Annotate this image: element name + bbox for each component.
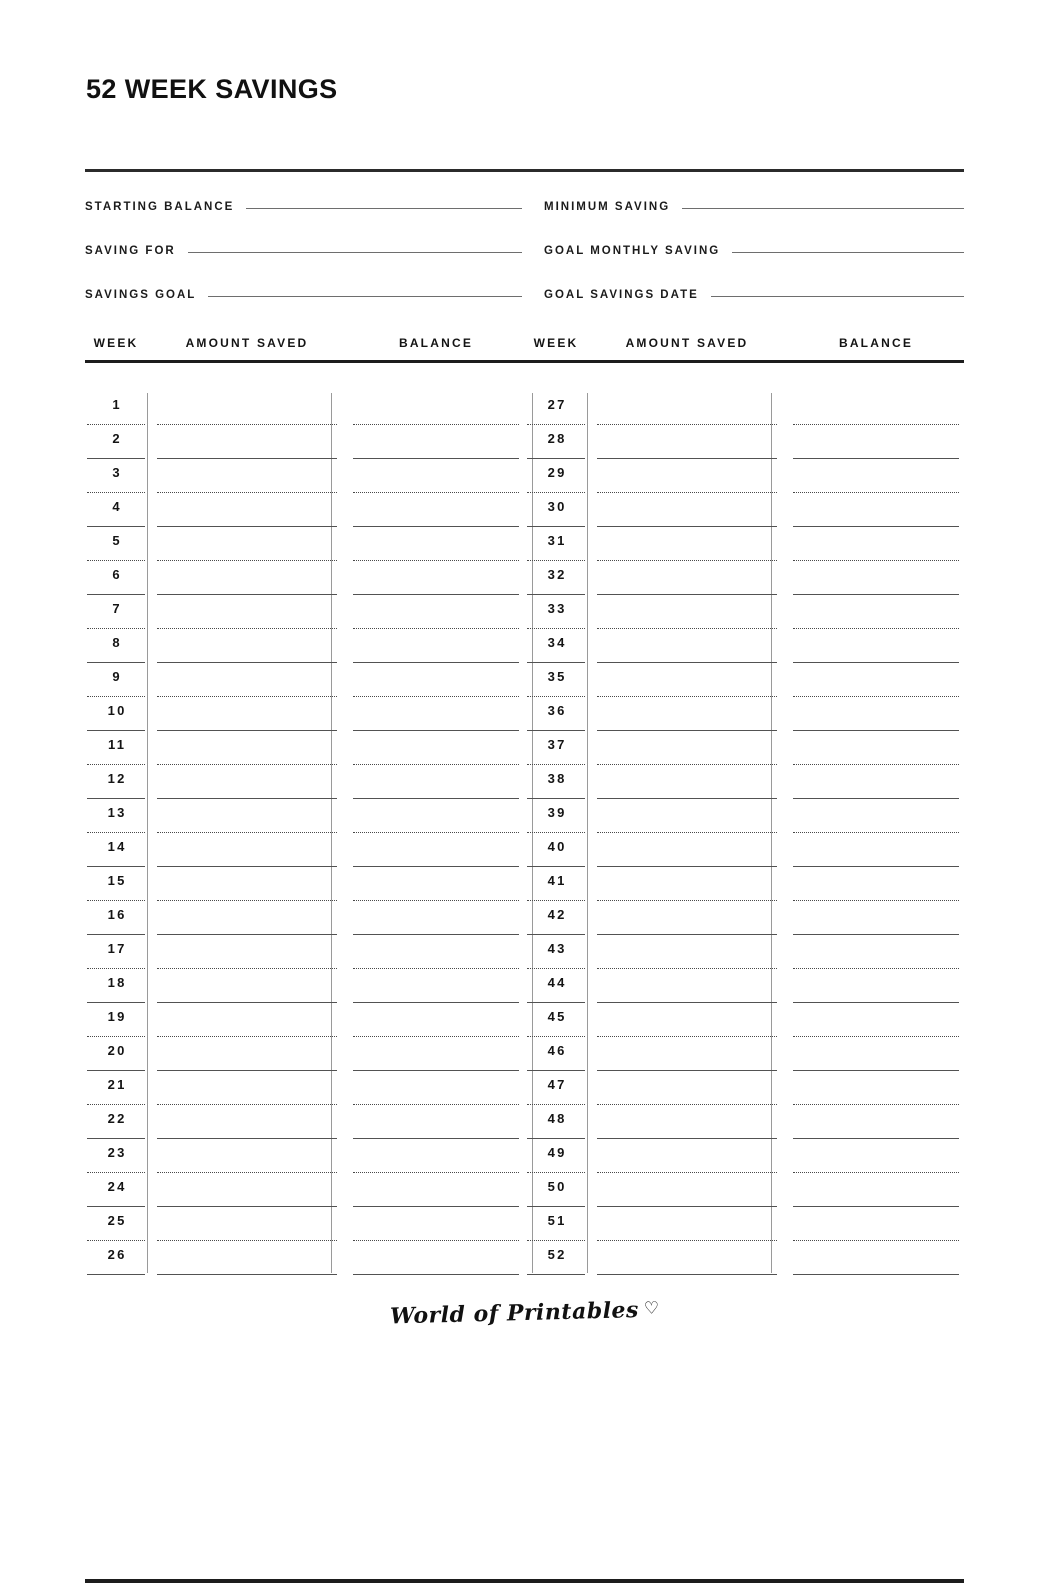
table-row (525, 1241, 964, 1275)
table-row (85, 595, 524, 629)
week-number: 3 (112, 465, 122, 480)
table-row (525, 1037, 964, 1071)
week-number: 28 (547, 431, 567, 446)
week-number: 39 (547, 805, 567, 820)
week-number: 5 (112, 533, 122, 548)
week-number: 19 (107, 1009, 127, 1024)
table-row (525, 1105, 964, 1139)
week-number: 52 (547, 1247, 567, 1262)
table-row (85, 1173, 524, 1207)
table-row (525, 663, 964, 697)
week-number: 50 (547, 1179, 567, 1194)
table-row (525, 697, 964, 731)
week-number: 37 (547, 737, 567, 752)
week-number: 12 (107, 771, 127, 786)
week-number: 21 (107, 1077, 127, 1092)
week-number: 46 (547, 1043, 567, 1058)
table-row (85, 629, 524, 663)
column-header-balance-right: BALANCE (838, 336, 914, 350)
table-row (525, 935, 964, 969)
table-row (85, 731, 524, 765)
week-number: 13 (107, 805, 127, 820)
week-number: 31 (547, 533, 567, 548)
week-number: 7 (112, 601, 122, 616)
field-saving-for[interactable] (85, 240, 522, 262)
field-goal-monthly-saving[interactable] (544, 240, 964, 262)
field-input-savings-goal[interactable] (208, 296, 522, 297)
field-savings-goal[interactable] (85, 284, 522, 306)
table-row (85, 935, 524, 969)
field-input-starting-balance[interactable] (246, 208, 522, 209)
brand-name: World of Printables (389, 1297, 640, 1330)
table-row (525, 833, 964, 867)
table-row (525, 765, 964, 799)
table-row (85, 697, 524, 731)
table-row (85, 527, 524, 561)
table-row (525, 1003, 964, 1037)
table-row (525, 391, 964, 425)
field-starting-balance[interactable] (85, 196, 522, 218)
field-label-minimum-saving: MINIMUM SAVING (544, 201, 671, 213)
table-row (85, 1207, 524, 1241)
table-row (525, 595, 964, 629)
week-number: 6 (112, 567, 122, 582)
table-row (525, 493, 964, 527)
table-row (85, 391, 524, 425)
week-number: 41 (547, 873, 567, 888)
week-number: 29 (547, 465, 567, 480)
balance-input-left[interactable] (353, 1274, 519, 1275)
table-row (85, 833, 524, 867)
week-number: 30 (547, 499, 567, 514)
table-row (85, 1003, 524, 1037)
week-number: 4 (112, 499, 122, 514)
week-cell-rule (527, 1274, 585, 1275)
week-number: 10 (107, 703, 127, 718)
week-number: 45 (547, 1009, 567, 1024)
header-divider-rule (85, 169, 964, 172)
week-number: 15 (107, 873, 127, 888)
table-row (525, 561, 964, 595)
amount-saved-input-left[interactable] (157, 1274, 337, 1275)
heart-icon: ♡ (643, 1298, 661, 1319)
table-half-left (85, 391, 524, 1275)
week-number: 8 (112, 635, 122, 650)
table-row (525, 731, 964, 765)
week-number: 23 (107, 1145, 127, 1160)
field-label-goal-monthly-saving: GOAL MONTHLY SAVING (544, 245, 721, 257)
table-row (525, 1173, 964, 1207)
table-row (85, 1071, 524, 1105)
table-row (525, 1071, 964, 1105)
week-cell-rule (87, 1274, 145, 1275)
table-row (525, 969, 964, 1003)
week-number: 1 (112, 397, 122, 412)
week-number: 42 (547, 907, 567, 922)
page-title: 52 WEEK SAVINGS (86, 74, 338, 104)
table-row (85, 425, 524, 459)
week-number: 51 (547, 1213, 567, 1228)
table-row (85, 1037, 524, 1071)
week-number: 49 (547, 1145, 567, 1160)
week-number: 16 (107, 907, 127, 922)
table-header-row (85, 332, 964, 360)
table-row (525, 867, 964, 901)
week-number: 43 (547, 941, 567, 956)
field-label-saving-for: SAVING FOR (85, 245, 176, 257)
table-row (85, 867, 524, 901)
table-row (525, 799, 964, 833)
table-row (525, 1207, 964, 1241)
week-number: 38 (547, 771, 567, 786)
table-row (85, 969, 524, 1003)
table-row (85, 561, 524, 595)
week-number: 25 (107, 1213, 127, 1228)
table-row (85, 663, 524, 697)
table-row (525, 527, 964, 561)
table-row (85, 765, 524, 799)
table-row (85, 1139, 524, 1173)
week-number: 36 (547, 703, 567, 718)
field-label-starting-balance: STARTING BALANCE (85, 201, 235, 213)
week-number: 24 (107, 1179, 127, 1194)
week-number: 44 (547, 975, 567, 990)
week-number: 20 (107, 1043, 127, 1058)
week-number: 9 (112, 669, 122, 684)
field-input-goal-savings-date[interactable] (711, 296, 964, 297)
table-row (525, 629, 964, 663)
table-row (85, 493, 524, 527)
table-row (85, 799, 524, 833)
week-number: 48 (547, 1111, 567, 1126)
week-number: 22 (107, 1111, 127, 1126)
table-row (525, 459, 964, 493)
week-number: 33 (547, 601, 567, 616)
table-row (85, 1241, 524, 1275)
field-label-savings-goal: SAVINGS GOAL (85, 289, 197, 301)
table-row (525, 1139, 964, 1173)
table-row (85, 901, 524, 935)
column-header-amount-left: AMOUNT SAVED (185, 336, 309, 350)
field-input-saving-for[interactable] (188, 252, 522, 253)
week-number: 18 (107, 975, 127, 990)
column-header-week-left: WEEK (93, 336, 139, 350)
field-input-goal-monthly-saving[interactable] (732, 252, 964, 253)
brand-logo (390, 1296, 660, 1329)
week-number: 47 (547, 1077, 567, 1092)
week-number: 17 (107, 941, 127, 956)
field-label-goal-savings-date: GOAL SAVINGS DATE (544, 289, 699, 301)
table-header-rule (85, 360, 964, 363)
table-body (85, 391, 964, 1275)
week-number: 35 (547, 669, 567, 684)
footer (0, 1297, 1050, 1330)
table-row (525, 901, 964, 935)
week-number: 26 (107, 1247, 127, 1262)
amount-saved-input-right[interactable] (597, 1274, 777, 1275)
week-number: 11 (108, 737, 127, 752)
savings-table (85, 332, 964, 1275)
balance-input-right[interactable] (793, 1274, 959, 1275)
field-minimum-saving[interactable] (544, 196, 964, 218)
table-row (85, 1105, 524, 1139)
week-number: 34 (547, 635, 567, 650)
week-number: 2 (112, 431, 122, 446)
column-header-week-right: WEEK (533, 336, 579, 350)
table-bottom-rule (85, 1579, 964, 1583)
column-header-balance-left: BALANCE (398, 336, 474, 350)
summary-form (85, 196, 964, 314)
week-number: 27 (547, 397, 567, 412)
week-number: 14 (107, 839, 127, 854)
table-row (85, 459, 524, 493)
week-number: 32 (547, 567, 567, 582)
column-header-amount-right: AMOUNT SAVED (625, 336, 749, 350)
week-number: 40 (547, 839, 567, 854)
table-half-right (525, 391, 964, 1275)
field-input-minimum-saving[interactable] (682, 208, 964, 209)
field-goal-savings-date[interactable] (544, 284, 964, 306)
table-row (525, 425, 964, 459)
